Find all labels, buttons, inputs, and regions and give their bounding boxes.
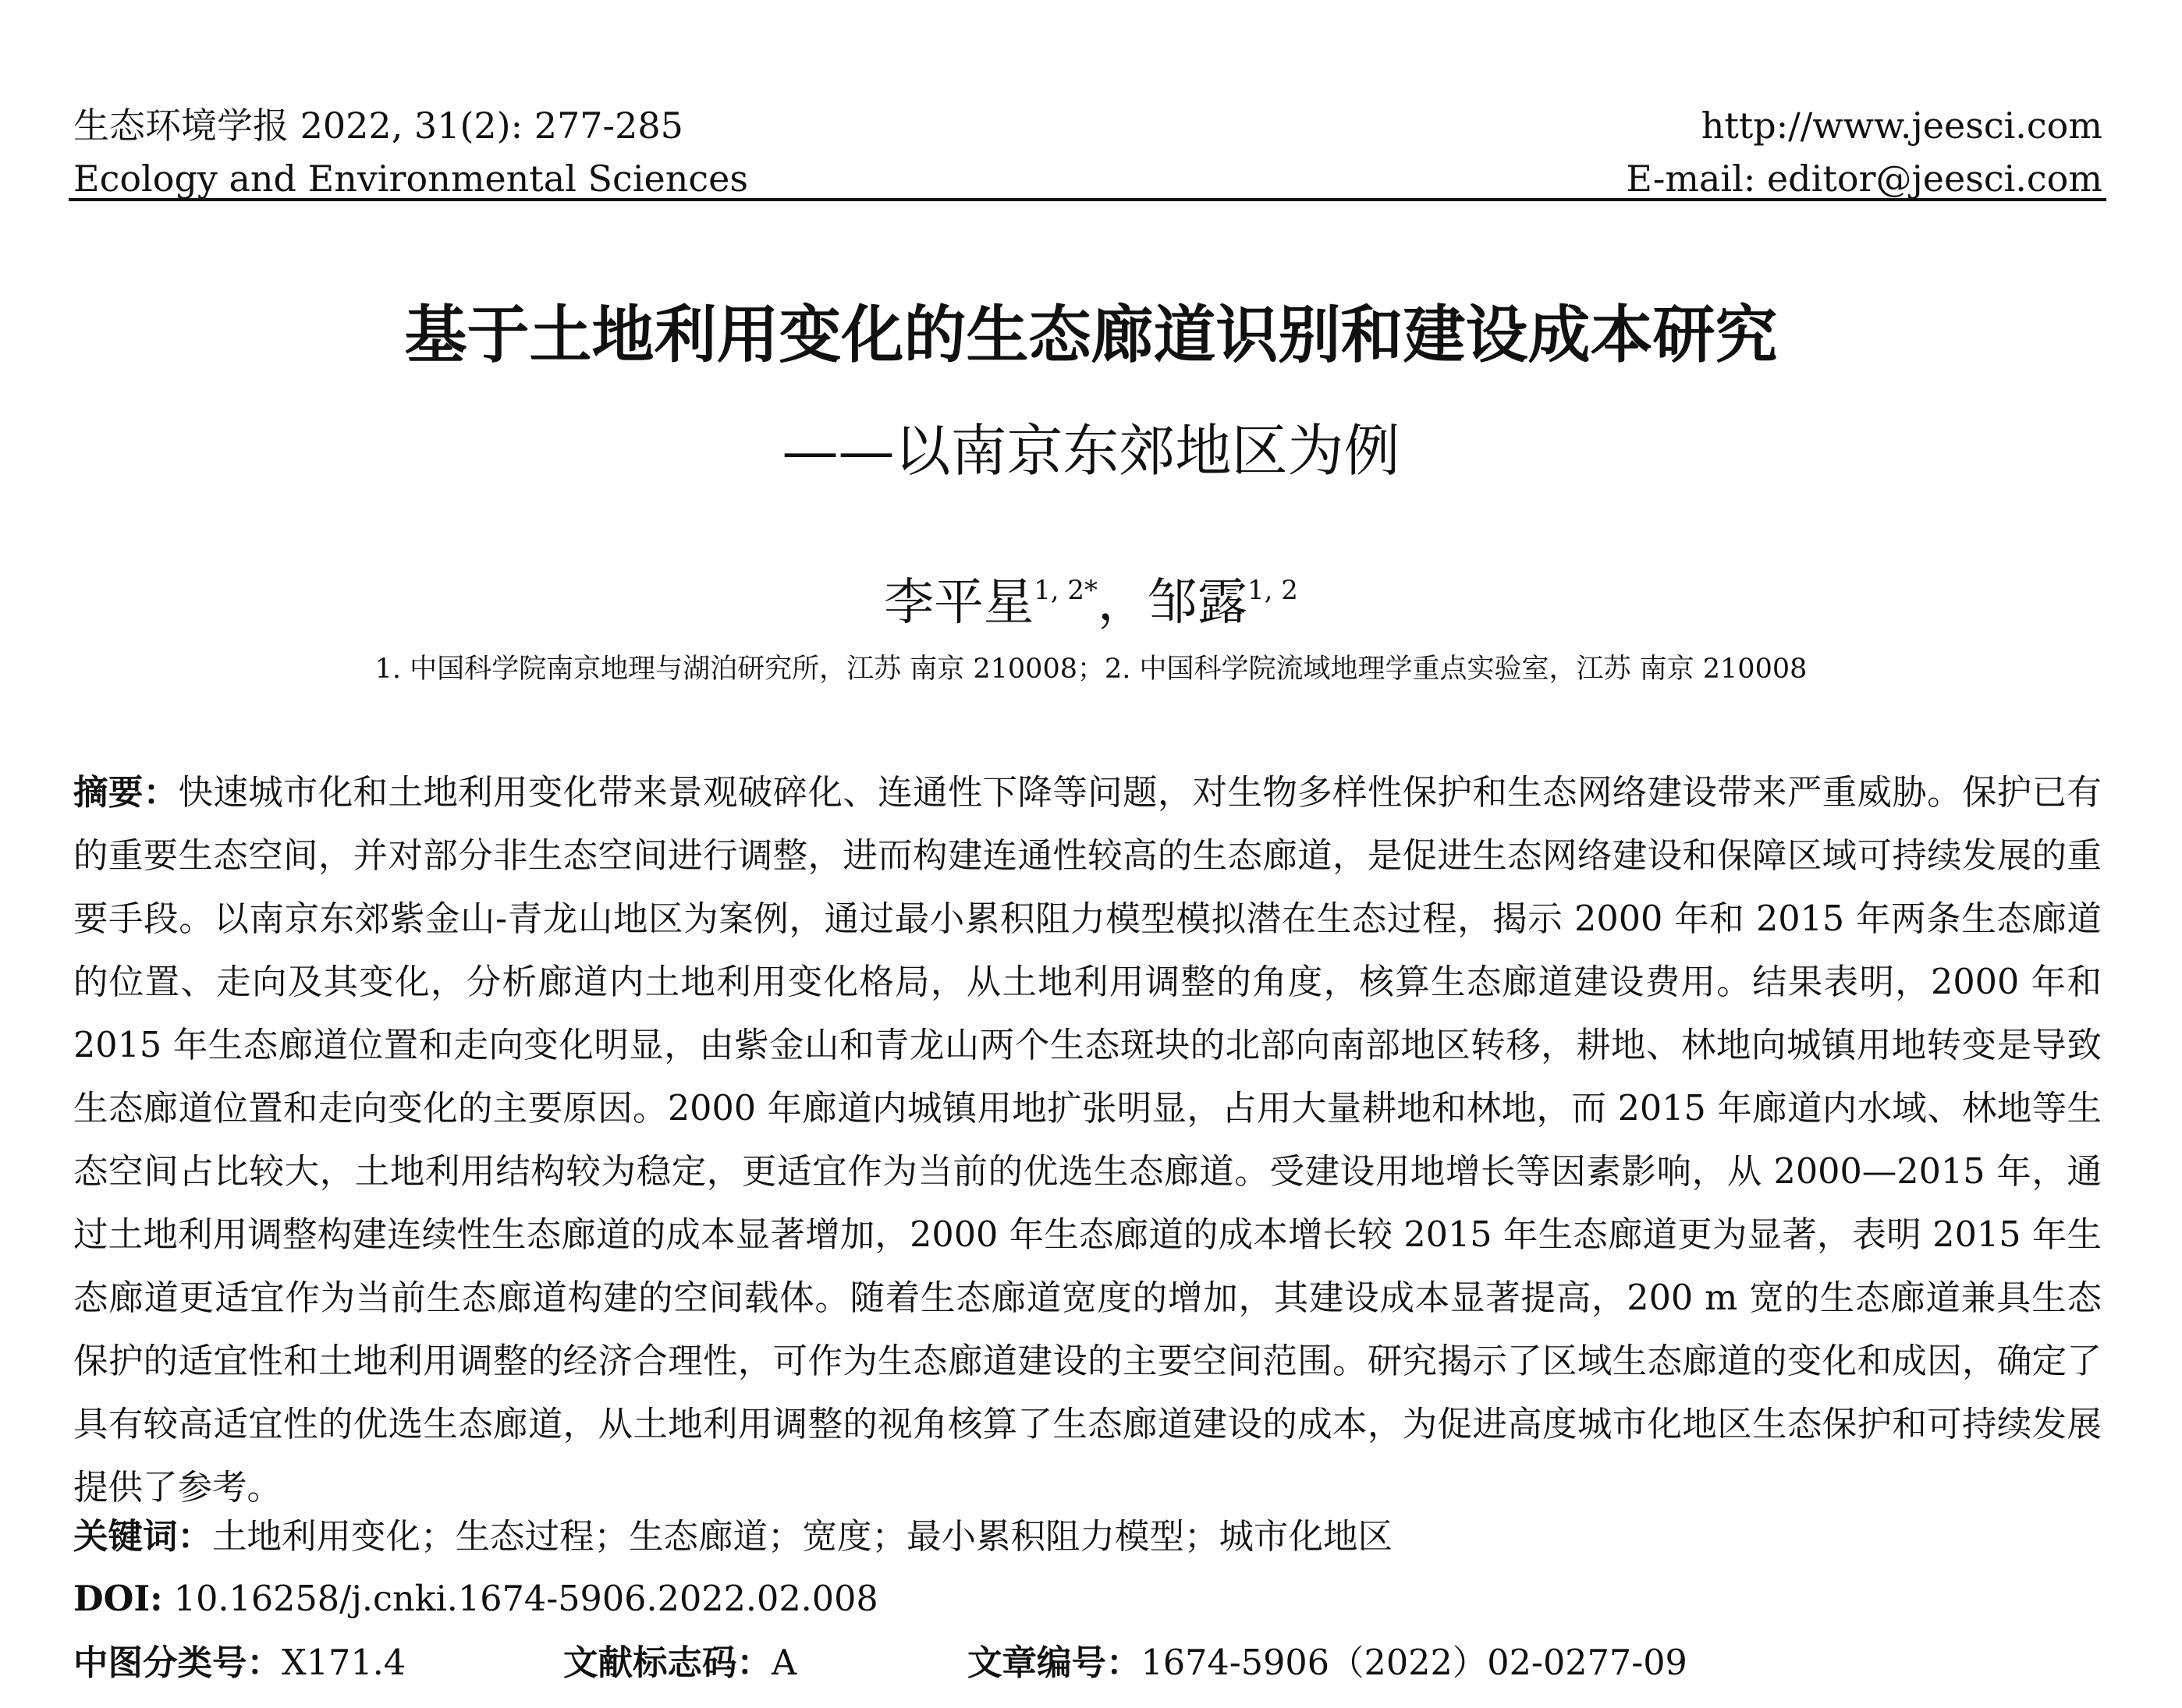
clc-label: 中图分类号： [73,1643,282,1683]
paper-title: 基于土地利用变化的生态廊道识别和建设成本研究 [404,299,1778,371]
article-number-label: 文章编号： [967,1643,1141,1683]
clc-number [73,1636,406,1691]
article-number-value: 1674-5906（2022）02-0277-09 [1141,1643,1687,1683]
author-affiliation-mark: 1, 2 [1247,575,1298,606]
keywords-text: 土地利用变化；生态过程；生态廊道；宽度；最小累积阻力模型；城市化地区 [212,1517,1393,1557]
header-divider [69,198,2106,201]
doi [73,1572,878,1627]
journal-citation: 2022, 31(2): 277-285 [300,105,683,147]
article-number [967,1636,1687,1691]
abstract-text: 快速城市化和土地利用变化带来景观破碎化、连通性下降等问题，对生物多样性保护和生态网络建设带来严重威胁。保护已有的重要生态空间，并对部分非生态空间进行调整，进而构建连通性较高的生态廊道，是促进生态网络建设和保障区域可持续发展的重要手段。以南京东郊紫金山-青龙山地区为案例，通过最小累积阻力模型模拟潜在生态过程，揭示 2000 年和 2015 年两条生态廊道的位置、走向及其变化，分析廊道内土地利用变化格局，从土地利用调整的角度，核算生态廊道建设费用。结果表明，2000 年和 2015 年生态廊道位置和走向变化明显，由紫金山和青龙山两个生态斑块的北部向南部地区转移，耕地、林地向城镇用地转变是导致生态廊道位置和走向变化的主要原因。2000 年廊道内城镇用地扩张明显，占用大量耕地和林地，而 2015 年廊道内水域、林地等生态空间占比较大，土地利用结构较为稳定，更适宜作为当前的优选生态廊道。受建设用地增长等因素影响，从 2000—2015 年，通过土地利用调整构建连续性生态廊道的成本显著增加，2000 年生态廊道的成本增长较 2015 年生态廊道更为显著，表明 2015 年生态廊道更适宜作为当前生态廊道构建的空间载体。随着生态廊道宽度的增加，其建设成本显著提高，200 m 宽的生态廊道兼具生态保护的适宜性和土地利用调整的经济合理性，可作为生态廊道建设的主要空间范围。研究揭示了区域生态廊道的变化和成因，确定了具有较高适宜性的优选生态廊道，从土地利用调整的视角核算了生态廊道建设的成本，为促进高度城市化地区生态保护和可持续发展提供了参考。 [73,773,2102,1508]
affiliations: 1. 中国科学院南京地理与湖泊研究所，江苏 南京 210008；2. 中国科学院流域地理学重点实验室，江苏 南京 210008 [374,654,1808,685]
document-code-label: 文献标志码： [563,1643,772,1683]
journal-name-en: Ecology and Environmental Sciences [73,158,748,200]
journal-citation-line [73,100,683,151]
doi-label: DOI: [73,1579,163,1619]
journal-url[interactable]: http://www.jeesci.com [1701,105,2102,147]
author-list [0,555,2182,638]
journal-email[interactable]: E-mail: editor@jeesci.com [1626,158,2102,200]
abstract [73,761,2102,1519]
keywords-label: 关键词： [73,1517,213,1557]
author-name: 邹露 [1148,574,1247,632]
document-code-value: A [772,1643,797,1683]
author-separator: ， [1098,574,1148,632]
author-name: 李平星 [884,574,1034,632]
author-affiliation-mark: 1, 2* [1034,575,1098,606]
document-code [563,1636,797,1691]
doi-value[interactable]: 10.16258/j.cnki.1674-5906.2022.02.008 [173,1579,878,1619]
clc-value: X171.4 [282,1643,406,1683]
journal-name-cn: 生态环境学报 [73,105,289,147]
paper-subtitle: ——以南京东郊地区为例 [782,418,1400,484]
keywords [73,1510,1393,1564]
abstract-label: 摘要： [73,773,179,813]
